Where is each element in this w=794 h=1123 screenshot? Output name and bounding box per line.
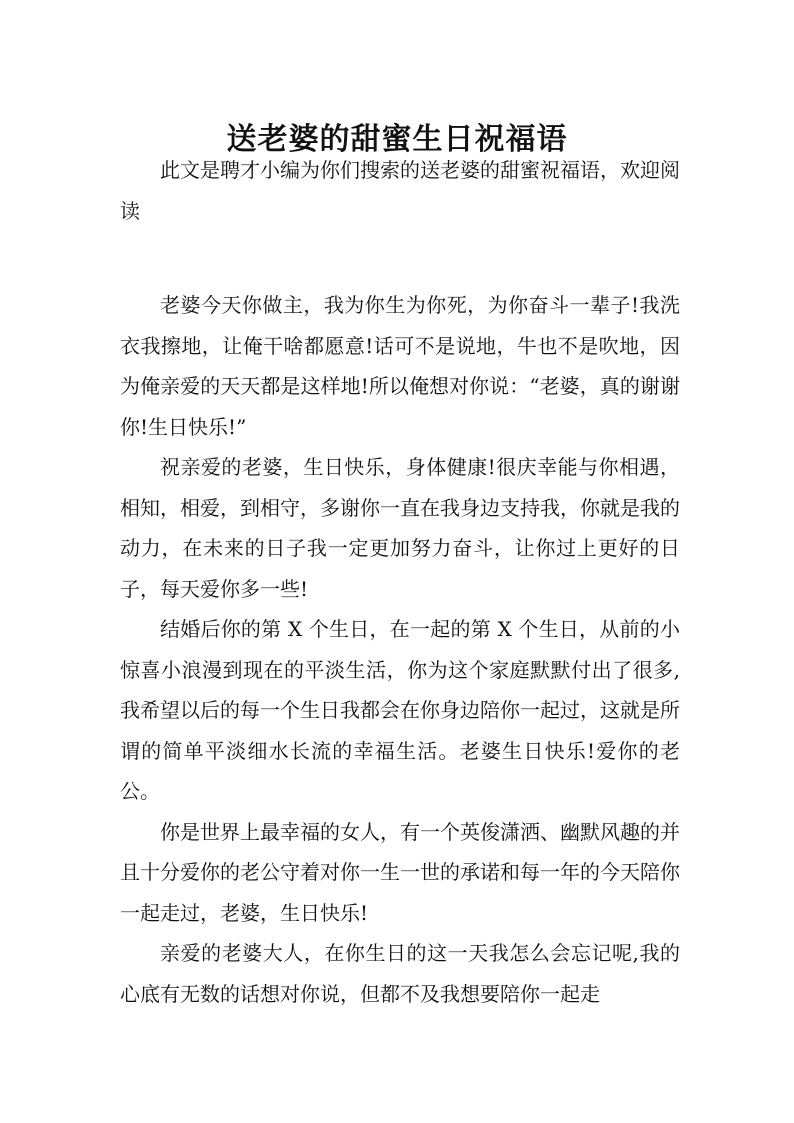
intro-paragraph: 此文是聘才小编为你们搜索的送老婆的甜蜜祝福语，欢迎阅读: [120, 158, 680, 223]
body-paragraph-2: 祝亲爱的老婆，生日快乐，身体健康!很庆幸能与你相遇，相知，相爱，到相守，多谢你一直在我身边支持我，你就是我的动力，在未来的日子我一定更加努力奋斗，让你过上更好的日子，每天爱你多一些!: [120, 455, 680, 601]
body-paragraph-1: 老婆今天你做主，我为你生为你死，为你奋斗一辈子!我洗衣我擦地，让俺干啥都愿意!话可不是说地，牛也不是吹地，因为俺亲爱的天天都是这样地!所以俺想对你说：“老婆，真的谢谢你!生日快乐!”: [120, 293, 680, 439]
document-title: 送老婆的甜蜜生日祝福语: [226, 122, 568, 158]
document-body: [120, 150, 680, 1014]
paragraph-spacer: [120, 231, 680, 285]
body-paragraph-5: 亲爱的老婆大人，在你生日的这一天我怎么会忘记呢,我的心底有无数的话想对你说，但都不及我想要陪你一起走: [120, 941, 680, 1006]
body-paragraph-3: 结婚后你的第 X 个生日，在一起的第 X 个生日，从前的小惊喜小浪漫到现在的平淡生活，你为这个家庭默默付出了很多,我希望以后的每一个生日我都会在你身边陪你一起过，这就是所谓的简单平淡细水长流的幸福生活。老婆生日快乐!爱你的老公。: [120, 617, 680, 803]
body-paragraph-4: 你是世界上最幸福的女人，有一个英俊潇洒、幽默风趣的并且十分爱你的老公守着对你一生一世的承诺和每一年的今天陪你一起走过，老婆，生日快乐!: [120, 819, 680, 925]
